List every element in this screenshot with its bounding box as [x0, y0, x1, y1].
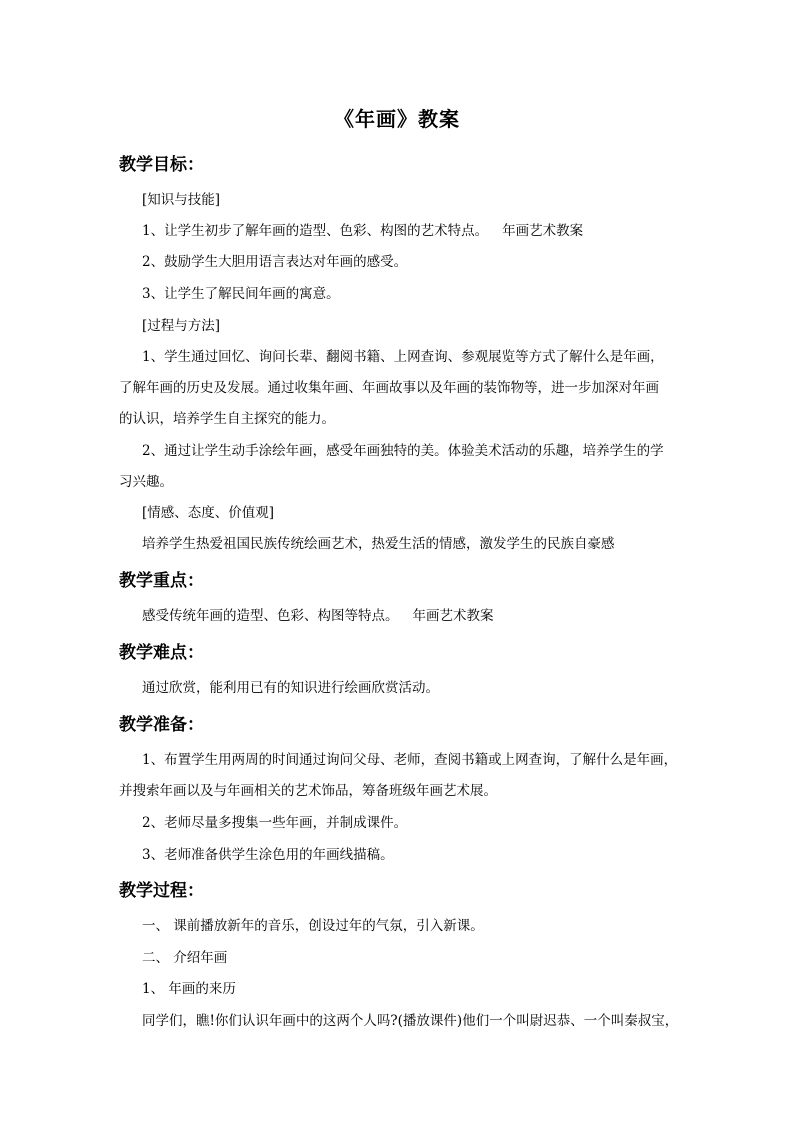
knowledge-item-1-note: 年画艺术教案 — [502, 223, 584, 239]
process-item-2-line-2: 习兴趣。 — [119, 474, 173, 490]
process-heading: 教学过程： — [119, 881, 204, 901]
process-item-1-line-3: 的认识，培养学生自主探究的能力。 — [119, 411, 335, 427]
emotion-label: [情感、态度、价值观] — [142, 505, 275, 521]
knowledge-label: [知识与技能] — [142, 192, 221, 208]
preparation-item-2: 2、老师尽量多搜集一些年画，并制成课件。 — [142, 815, 408, 831]
preparation-item-1-line-2: 并搜索年画以及与年画相关的艺术饰品，筹备班级年画艺术展。 — [119, 783, 497, 799]
preparation-item-1-line-1: 1、布置学生用两周的时间通过询问父母、老师，查阅书籍或上网查询，了解什么是年画， — [142, 752, 678, 768]
process-label: [过程与方法] — [142, 318, 221, 334]
preparation-heading: 教学准备： — [119, 715, 204, 735]
process-sub-1: 1、 年画的来历 — [142, 981, 236, 997]
document-title: 《年画》教案 — [334, 107, 460, 131]
process-item-2-line-1: 2、通过让学生动手涂绘年画，感受年画独特的美。体验美术活动的乐趣，培养学生的学 — [142, 443, 664, 459]
process-item-1-line-1: 1、学生通过回忆、询问长辈、翻阅书籍、上网查询、参观展览等方式了解什么是年画， — [142, 349, 664, 365]
preparation-item-3: 3、老师准备供学生涂色用的年画线描稿。 — [142, 847, 394, 863]
key-points-note: 年画艺术教案 — [412, 608, 494, 624]
emotion-text: 培养学生热爱祖国民族传统绘画艺术，热爱生活的情感，激发学生的民族自豪感 — [142, 536, 615, 552]
difficulties-heading: 教学难点： — [119, 643, 204, 663]
key-points-heading: 教学重点： — [119, 571, 204, 591]
difficulties-text: 通过欣赏，能利用已有的知识进行绘画欣赏活动。 — [142, 680, 439, 696]
objectives-heading: 教学目标： — [119, 155, 204, 175]
knowledge-item-2: 2、鼓励学生大胆用语言表达对年画的感受。 — [142, 254, 408, 270]
knowledge-item-3: 3、让学生了解民间年画的寓意。 — [142, 286, 340, 302]
process-step-1: 一、 课前播放新年的音乐，创设过年的气氛，引入新课。 — [142, 918, 484, 934]
knowledge-item-1-text: 1、让学生初步了解年画的造型、色彩、构图的艺术特点。 — [142, 223, 489, 239]
key-points-main: 感受传统年画的造型、色彩、构图等特点。 — [142, 608, 399, 624]
key-points-text — [142, 604, 494, 624]
process-item-1-line-2: 了解年画的历史及发展。通过收集年画、年画故事以及年画的装饰物等，进一步加深对年画 — [119, 380, 659, 396]
process-step-2: 二、 介绍年画 — [142, 950, 228, 966]
knowledge-item-1 — [142, 219, 583, 239]
process-text: 同学们，瞧!你们认识年画中的这两个人吗?(播放课件)他们一个叫尉迟恭、一个叫秦叔宝， — [142, 1013, 679, 1029]
